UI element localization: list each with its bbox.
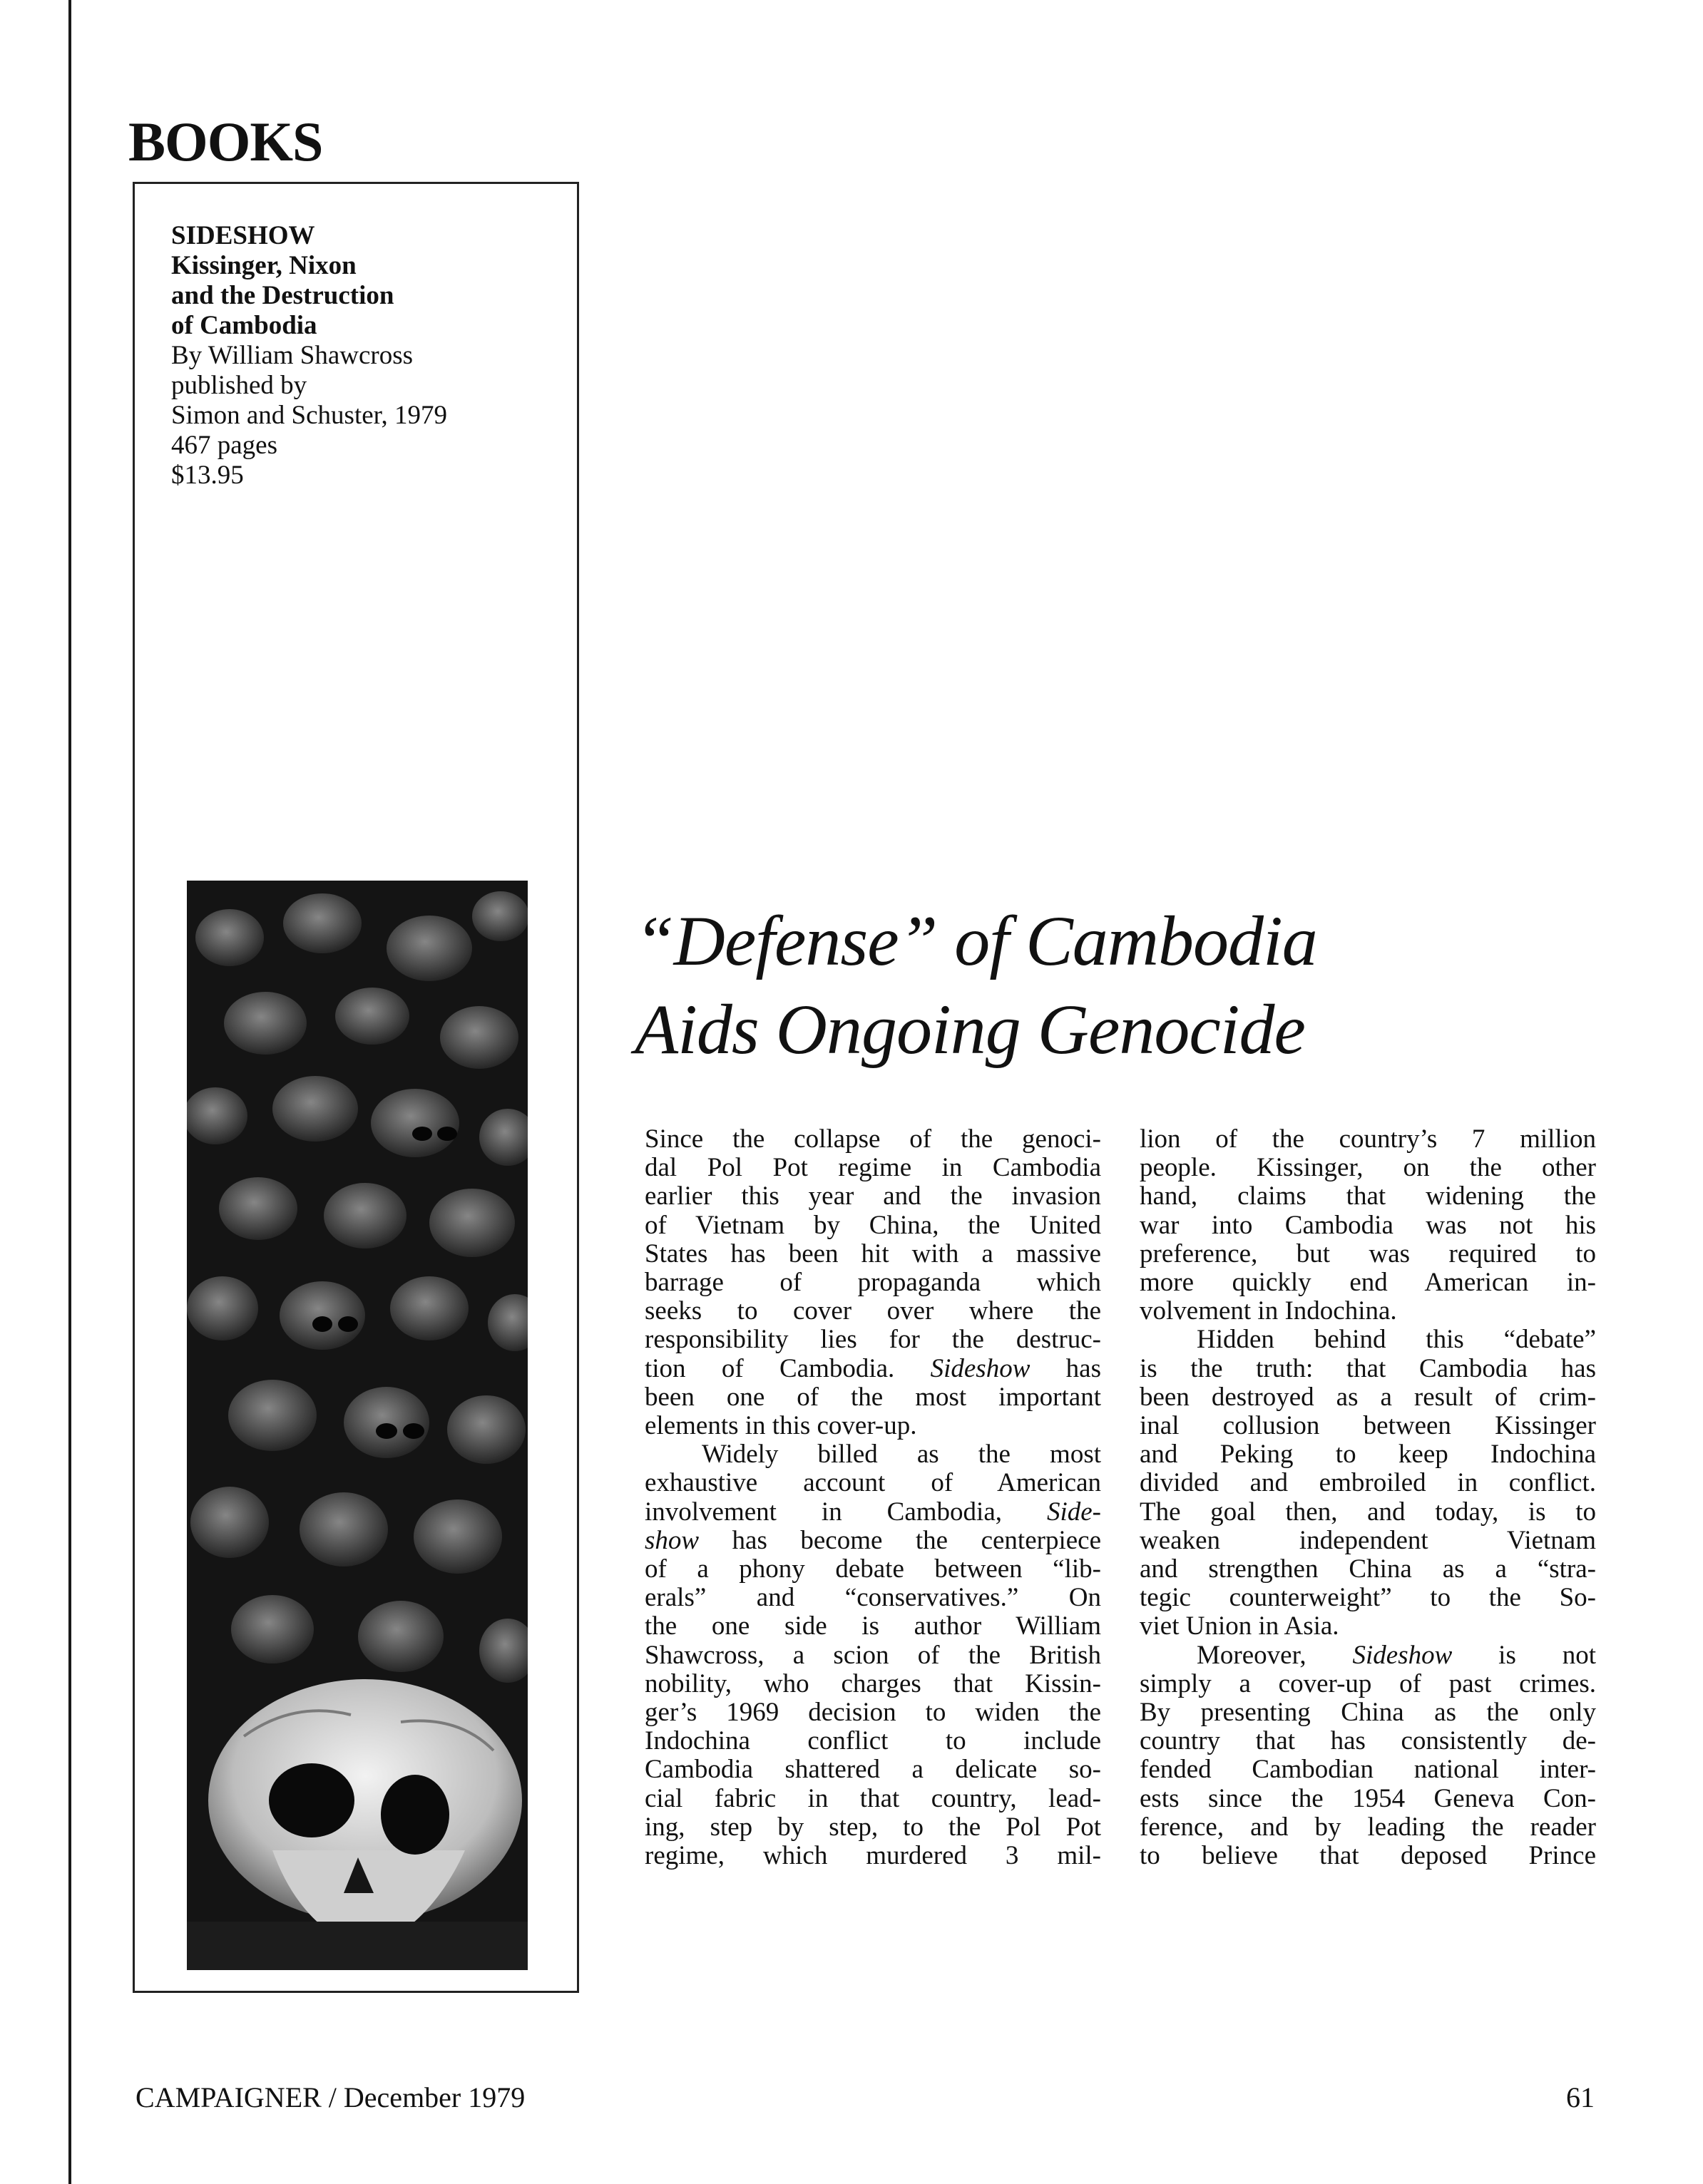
text-line: ests since the 1954 Geneva Con- <box>1140 1783 1596 1813</box>
text-line: viet Union in Asia. <box>1140 1611 1339 1641</box>
text-line: exhaustive account of American <box>645 1468 1101 1498</box>
skulls-photo <box>187 881 528 1970</box>
book-title: SIDESHOW <box>171 221 315 250</box>
text-line: ing, step by step, to the Pol Pot <box>645 1812 1101 1842</box>
headline-line: “Defense” of Cambodia <box>635 901 1317 980</box>
book-publisher-label: published by <box>171 371 307 400</box>
text-line: show has become the centerpiece <box>645 1525 1101 1555</box>
text-line: regime, which murdered 3 mil- <box>645 1841 1101 1871</box>
text-line: of Vietnam by China, the United <box>645 1210 1101 1240</box>
text-line: earlier this year and the invasion <box>645 1181 1101 1211</box>
book-details <box>171 221 447 491</box>
text-line: hand, claims that widening the <box>1140 1181 1596 1211</box>
text-line: Widely billed as the most <box>702 1440 1101 1470</box>
text-line: ger’s 1969 decision to widen the <box>645 1698 1101 1728</box>
text-line: Indochina conflict to include <box>645 1726 1101 1756</box>
text-line: to believe that deposed Prince <box>1140 1841 1596 1871</box>
text-line: dal Pol Pot regime in Cambodia <box>645 1153 1101 1183</box>
text-line: of a phony debate between “lib- <box>645 1554 1101 1584</box>
text-line: people. Kissinger, on the other <box>1140 1153 1596 1183</box>
text-line: Hidden behind this “debate” <box>1197 1325 1596 1355</box>
headline-line: Aids Ongoing Genocide <box>635 990 1305 1069</box>
text-line: tion of Cambodia. Sideshow has <box>645 1353 1101 1383</box>
text-line: been destroyed as a result of crim- <box>1140 1382 1596 1412</box>
text-line: Cambodia shattered a delicate so- <box>645 1755 1101 1785</box>
book-author: By William Shawcross <box>171 341 414 370</box>
article-column-2 <box>1140 1125 1596 1870</box>
text-line: weaken independent Vietnam <box>1140 1525 1596 1555</box>
footer-page-number: 61 <box>1566 2081 1595 2113</box>
text-line: divided and embroiled in conflict. <box>1140 1468 1596 1498</box>
book-subtitle-line: of Cambodia <box>171 311 317 340</box>
text-line: By presenting China as the only <box>1140 1698 1596 1728</box>
text-line: Shawcross, a scion of the British <box>645 1640 1101 1670</box>
text-line: preference, but was required to <box>1140 1239 1596 1268</box>
text-line: more quickly end American in- <box>1140 1268 1596 1298</box>
text-line: simply a cover-up of past crimes. <box>1140 1668 1596 1698</box>
text-line: Since the collapse of the genoci- <box>645 1124 1101 1154</box>
text-line: tegic counterweight” to the So- <box>1140 1583 1596 1613</box>
book-pages: 467 pages <box>171 431 277 460</box>
book-publisher: Simon and Schuster, 1979 <box>171 401 448 430</box>
text-line: country that has consistently de- <box>1140 1726 1596 1756</box>
text-line: fended Cambodian national inter- <box>1140 1755 1596 1785</box>
text-line: been one of the most important <box>645 1382 1101 1412</box>
text-line: involvement in Cambodia, Side- <box>645 1497 1101 1527</box>
section-label: BOOKS <box>128 111 323 173</box>
text-line: is the truth: that Cambodia has <box>1140 1353 1596 1383</box>
text-line: responsibility lies for the destruc- <box>645 1325 1101 1355</box>
text-line: volvement in Indochina. <box>1140 1296 1397 1326</box>
text-line: erals” and “conservatives.” On <box>645 1583 1101 1613</box>
article-headline <box>635 897 1317 1074</box>
text-line: nobility, who charges that Kissin- <box>645 1668 1101 1698</box>
text-line: the one side is author William <box>645 1611 1101 1641</box>
text-line: barrage of propaganda which <box>645 1268 1101 1298</box>
footer-publication: CAMPAIGNER / December 1979 <box>135 2081 526 2113</box>
text-line: States has been hit with a massive <box>645 1239 1101 1268</box>
book-price: $13.95 <box>171 461 244 490</box>
page-edge-line <box>68 0 71 2184</box>
text-line: cial fabric in that country, lead- <box>645 1783 1101 1813</box>
text-line: lion of the country’s 7 million <box>1140 1124 1596 1154</box>
text-line: elements in this cover-up. <box>645 1411 917 1441</box>
text-line: war into Cambodia was not his <box>1140 1210 1596 1240</box>
text-line: The goal then, and today, is to <box>1140 1497 1596 1527</box>
book-subtitle-line: Kissinger, Nixon <box>171 251 357 280</box>
text-line: and strengthen China as a “stra- <box>1140 1554 1596 1584</box>
text-line: seeks to cover over where the <box>645 1296 1101 1326</box>
text-line: and Peking to keep Indochina <box>1140 1440 1596 1470</box>
article-column-1 <box>645 1125 1101 1870</box>
text-line: ference, and by leading the reader <box>1140 1812 1596 1842</box>
book-subtitle-line: and the Destruction <box>171 281 394 310</box>
text-line: Moreover, Sideshow is not <box>1197 1640 1597 1670</box>
text-line: inal collusion between Kissinger <box>1140 1411 1596 1441</box>
